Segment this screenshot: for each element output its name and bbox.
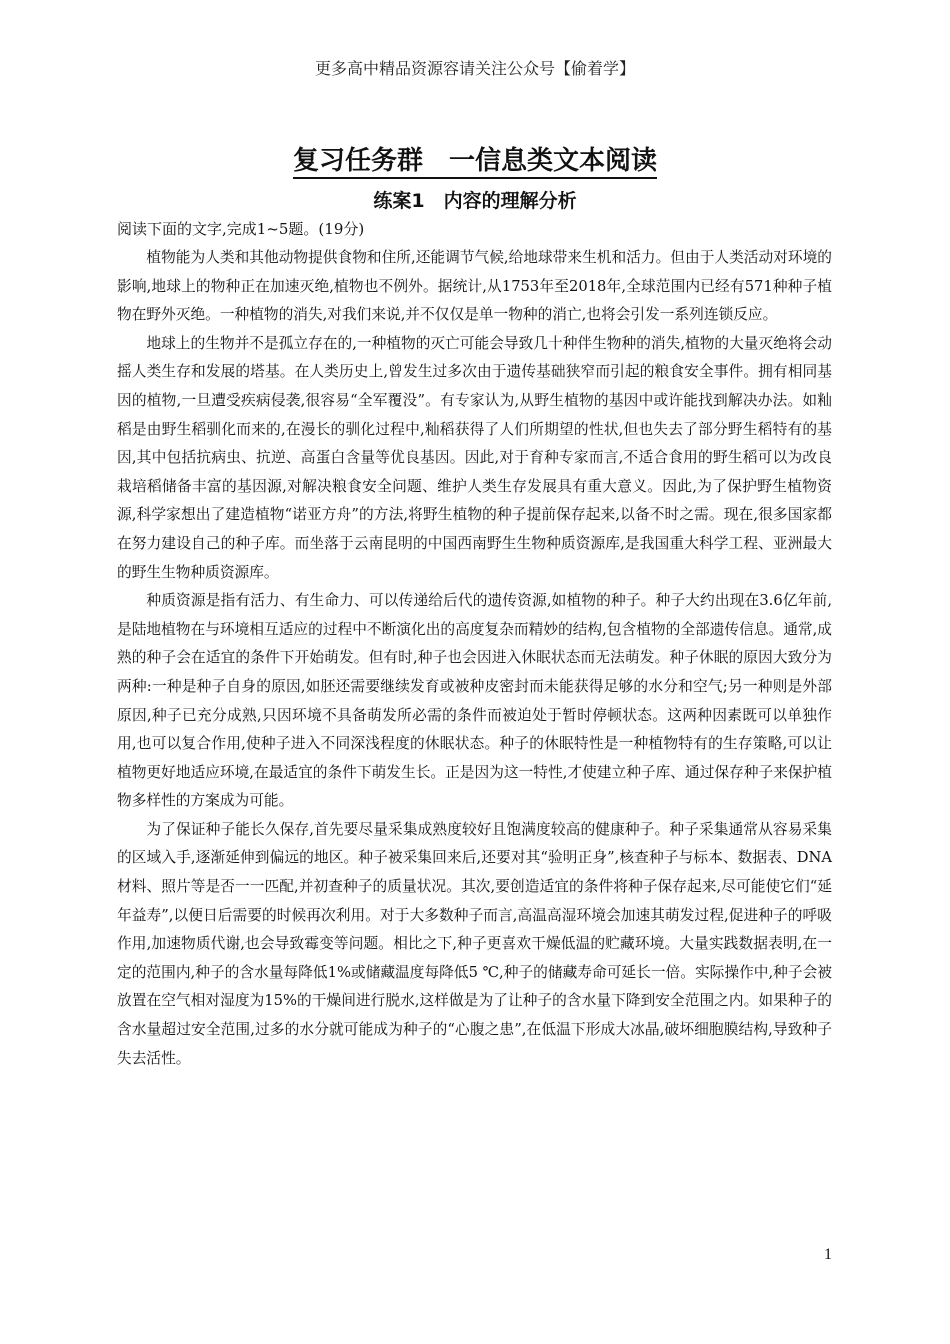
passage-body xyxy=(117,244,832,1073)
page-number: 1 xyxy=(824,1246,832,1263)
main-title xyxy=(0,140,950,177)
paragraph-4: 为了保证种子能长久保存,首先要尽量采集成熟度较好且饱满度较高的健康种子。种子采集通常从容易采集的区域入手,逐渐延伸到偏远的地区。种子被采集回来后,还要对其“验明正身”,核查种子与标本、数据表、DNA材料、照片等是否一一匹配,并初查种子的质量状况。其次,要创造适宜的条件将种子保存起来,尽可能使它们“延年益寿”,以便日后需要的时候再次利用。对于大多数种子而言,高温高湿环境会加速其萌发过程,促进种子的呼吸作用,加速物质代谢,也会导致霉变等问题。相比之下,种子更喜欢干燥低温的贮藏环境。大量实践数据表明,在一定的范围内,种子的含水量每降低1%或储藏温度每降低5 ℃,种子的储藏寿命可延长一倍。实际操作中,种子会被放置在空气相对湿度为15%的干燥间进行脱水,这样做是为了让种子的含水量下降到安全范围之内。如果种子的含水量超过安全范围,过多的水分就可能成为种子的“心腹之患”,在低温下形成大冰晶,破坏细胞膜结构,导致种子失去活性。 xyxy=(117,820,832,1067)
header-note: 更多高中精品资源容请关注公众号【偷着学】 xyxy=(314,59,635,78)
paragraph-1: 植物能为人类和其他动物提供食物和住所,还能调节气候,给地球带来生机和活力。但由于人类活动对环境的影响,地球上的物种正在加速灭绝,植物也不例外。据统计,从1753年至2018年,全球范围内已经有571种种子植物在野外灭绝。一种植物的消失,对我们来说,并不仅仅是单一物种的消亡,也将会引发一系列连锁反应。 xyxy=(117,249,832,324)
paragraph-2: 地球上的生物并不是孤立存在的,一种植物的灭亡可能会导致几十种伴生物种的消失,植物的大量灭绝将会动摇人类生存和发展的塔基。在人类历史上,曾发生过多次由于遗传基础狭窄而引起的粮食安全事件。拥有相同基因的植物,一旦遭受疾病侵袭,很容易“全军覆没”。有专家认为,从野生植物的基因中或许能找到解决办法。如籼稻是由野生稻驯化而来的,在漫长的驯化过程中,籼稻获得了人们所期望的性状,但也失去了部分野生稻特有的基因,其中包括抗病虫、抗逆、高蛋白含量等优良基因。因此,对于育种专家而言,不适合食用的野生稻可以为改良栽培稻储备丰富的基因源,对解决粮食安全问题、维护人类生存发展具有重大意义。因此,为了保护野生植物资源,科学家想出了建造植物“诺亚方舟”的方法,将野生植物的种子提前保存起来,以备不时之需。现在,很多国家都在努力建设自己的种子库。而坐落于云南昆明的中国西南野生生物种质资源库,是我国重大科学工程、亚洲最大的野生生物种质资源库。 xyxy=(117,334,832,581)
paragraph-3: 种质资源是指有活力、有生命力、可以传递给后代的遗传资源,如植物的种子。种子大约出现在3.6亿年前,是陆地植物在与环境相互适应的过程中不断演化出的高度复杂而精妙的结构,包含植物的全部遗传信息。通常,成熟的种子会在适宜的条件下开始萌发。但有时,种子也会因进入休眠状态而无法萌发。种子休眠的原因大致分为两种:一种是种子自身的原因,如胚还需要继续发育或被种皮密封而未能获得足够的水分和空气;另一种则是外部原因,种子已充分成熟,只因环境不具备萌发所必需的条件而被迫处于暂时停顿状态。这两种因素既可以单独作用,也可以复合作用,使种子进入不同深浅程度的休眠状态。种子的休眠特性是一种植物特有的生存策略,可以让植物更好地适应环境,在最适宜的条件下萌发生长。正是因为这一特性,才使建立种子库、通过保存种子来保护植物多样性的方案成为可能。 xyxy=(117,592,832,810)
sub-title: 练案1 内容的理解分析 xyxy=(373,190,577,212)
reading-instruction: 阅读下面的文字,完成1~5题。(19分) xyxy=(117,220,365,238)
main-title-text: 复习任务群 一信息类文本阅读 xyxy=(293,146,657,179)
